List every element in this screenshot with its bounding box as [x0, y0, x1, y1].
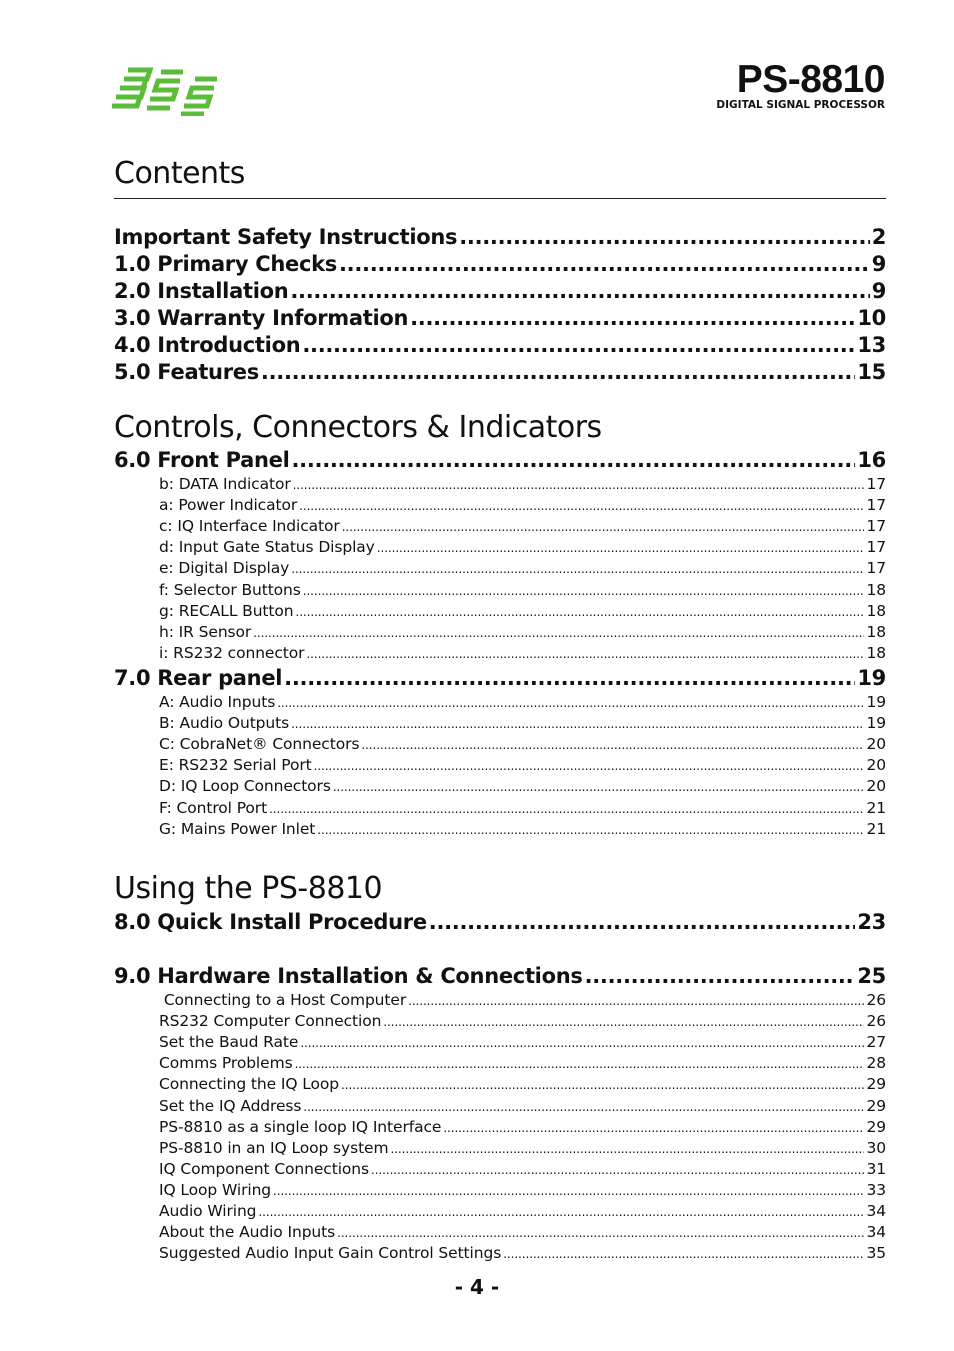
dot-leader	[291, 560, 864, 578]
toc-subentry[interactable]	[159, 559, 886, 578]
toc-entry-safety[interactable]	[114, 225, 886, 249]
toc-subentry-page: 29	[866, 1117, 886, 1136]
toc-subentry[interactable]	[159, 1223, 886, 1242]
dot-leader	[371, 1161, 864, 1179]
toc-subentry-title: D: IQ Loop Connectors	[159, 777, 331, 796]
toc-entry-page: 23	[857, 910, 886, 934]
toc-subentry-page: 18	[866, 643, 886, 662]
toc-subentry-title: A: Audio Inputs	[159, 693, 276, 711]
toc-subentry[interactable]	[159, 1012, 886, 1031]
dot-leader	[333, 778, 865, 796]
toc-subentry-title: e: Digital Display	[159, 559, 290, 578]
toc-subentry[interactable]	[159, 517, 886, 536]
toc-subentry[interactable]	[159, 1202, 886, 1221]
dot-leader	[253, 624, 864, 642]
toc-subentry-page: 26	[866, 1012, 886, 1031]
toc-subentry-page: 19	[866, 714, 886, 733]
dot-leader	[284, 666, 855, 690]
dot-leader	[383, 1013, 864, 1031]
toc-entry-title: 6.0 Front Panel	[114, 448, 290, 472]
model-name: PS-8810	[736, 58, 885, 101]
toc-subentry-page: 17	[866, 517, 886, 536]
dot-leader	[459, 225, 869, 249]
dot-leader	[342, 518, 865, 536]
dot-leader	[314, 757, 865, 775]
toc-subentry-page: 17	[866, 496, 886, 515]
toc-subentry-title: Set the Baud Rate	[159, 1033, 299, 1052]
toc-subentry-page: 21	[866, 819, 886, 838]
toc-subentry[interactable]	[159, 756, 886, 775]
toc-subentry-title: Set the IQ Address	[159, 1096, 302, 1115]
toc-entry-installation[interactable]	[114, 279, 886, 303]
toc-subentry[interactable]	[159, 1181, 886, 1200]
dot-leader	[277, 694, 864, 712]
toc-subentry-title: PS-8810 as a single loop IQ Interface	[159, 1117, 442, 1136]
toc-subentry[interactable]	[159, 496, 886, 515]
dot-leader	[339, 252, 870, 276]
toc-entry-title: 4.0 Introduction	[114, 333, 301, 357]
toc-subentry-title: G: Mains Power Inlet	[159, 819, 316, 838]
toc-subentry-title: h: IR Sensor	[159, 622, 252, 641]
toc-subentry-page: 29	[866, 1075, 886, 1094]
toc-entry-page: 19	[857, 666, 886, 690]
toc-entry-rear-panel[interactable]	[114, 666, 886, 690]
toc-subentry-page: 31	[866, 1159, 886, 1178]
toc-subentry[interactable]	[159, 693, 886, 712]
toc-subentry[interactable]	[159, 1139, 886, 1158]
toc-subentry-page: 29	[866, 1096, 886, 1115]
dot-leader	[302, 333, 855, 357]
toc-subentry-title: PS-8810 in an IQ Loop system	[159, 1138, 389, 1157]
toc-entry-hardware[interactable]	[114, 964, 886, 988]
toc-subentry-title: Comms Problems	[159, 1054, 293, 1073]
toc-entry-page: 16	[857, 448, 886, 472]
toc-entry-title: 3.0 Warranty Information	[114, 306, 409, 330]
toc-entry-title: 1.0 Primary Checks	[114, 252, 337, 276]
bss-logo	[110, 66, 220, 116]
contents-heading: Contents	[114, 156, 245, 191]
toc-subentry-page: 17	[866, 559, 886, 578]
toc-entry-page: 10	[857, 306, 886, 330]
dot-leader	[292, 448, 856, 472]
dot-leader	[443, 1119, 864, 1137]
dot-leader	[408, 992, 864, 1010]
dot-leader	[429, 910, 856, 934]
product-header	[716, 60, 885, 111]
dot-leader	[261, 360, 855, 384]
dot-leader	[291, 715, 864, 733]
dot-leader	[299, 497, 864, 515]
toc-entry-page: 9	[871, 252, 886, 276]
toc-entry-page: 13	[857, 333, 886, 357]
toc-entry-quick-install[interactable]	[114, 910, 886, 934]
toc-subentry-title: b: DATA Indicator	[159, 475, 291, 493]
toc-subentry-title: c: IQ Interface Indicator	[159, 517, 340, 536]
dot-leader	[341, 1076, 864, 1094]
toc-entry-page: 2	[871, 225, 886, 249]
toc-subentry-page: 27	[866, 1033, 886, 1052]
toc-subentry-title: Connecting the IQ Loop	[159, 1075, 340, 1094]
model-subtitle: DIGITAL SIGNAL PROCESSOR	[716, 99, 885, 111]
toc-subentry-page: 18	[866, 622, 886, 641]
dot-leader	[503, 1245, 864, 1263]
toc-subentry-page: 17	[866, 538, 886, 557]
toc-subentry-title: RS232 Computer Connection	[159, 1012, 382, 1031]
toc-subentry[interactable]	[159, 991, 886, 1010]
toc-subentry[interactable]	[159, 1054, 886, 1073]
toc-subentry[interactable]	[159, 714, 886, 733]
toc-subentry-page: 18	[866, 580, 886, 599]
dot-leader	[317, 821, 864, 839]
toc-subentry[interactable]	[159, 602, 886, 621]
dot-leader	[303, 1098, 864, 1116]
toc-subentry[interactable]	[159, 777, 886, 796]
toc-subentry[interactable]	[159, 1160, 886, 1179]
toc-subentry[interactable]	[159, 1244, 886, 1263]
toc-entry-title: 2.0 Installation	[114, 279, 289, 303]
toc-subentry-title: i: RS232 connector	[159, 643, 305, 662]
dot-leader	[293, 476, 865, 494]
toc-subentry-title: About the Audio Inputs	[159, 1223, 336, 1242]
toc-subentry-title: a: Power Indicator	[159, 496, 298, 515]
page-number: - 4 -	[454, 1275, 500, 1299]
toc-subentry[interactable]	[159, 581, 886, 600]
toc-subentry-title: f: Selector Buttons	[159, 580, 301, 599]
dot-leader	[258, 1203, 864, 1221]
dot-leader	[361, 736, 864, 754]
toc-entry-introduction[interactable]	[114, 333, 886, 357]
toc-subentry-page: 28	[866, 1054, 886, 1073]
toc-subentry-page: 35	[866, 1244, 886, 1263]
using-heading: Using the PS-8810	[114, 871, 383, 906]
toc-subentry[interactable]	[159, 1097, 886, 1116]
toc-subentry-title: Audio Wiring	[159, 1202, 257, 1220]
toc-subentry[interactable]	[159, 735, 886, 754]
toc-subentry-title: B: Audio Outputs	[159, 714, 290, 733]
toc-subentry-page: 20	[866, 756, 886, 775]
toc-subentry-page: 34	[866, 1202, 886, 1220]
heading-rule	[114, 198, 886, 199]
toc-subentry-title: E: RS232 Serial Port	[159, 756, 312, 775]
toc-subentry[interactable]	[159, 1075, 886, 1094]
toc-entry-title: Important Safety Instructions	[114, 225, 458, 249]
toc-subentry[interactable]	[159, 799, 886, 818]
toc-entry-title: 9.0 Hardware Installation & Connections	[114, 964, 583, 988]
toc-subentry-page: 20	[866, 777, 886, 796]
toc-subentry[interactable]	[159, 1118, 886, 1137]
dot-leader	[337, 1224, 864, 1242]
toc-subentry-page: 30	[866, 1138, 886, 1157]
toc-subentry[interactable]	[159, 538, 886, 557]
toc-subentry-page: 34	[866, 1223, 886, 1242]
toc-subentry-page: 17	[866, 475, 886, 493]
toc-entry-title: 5.0 Features	[114, 360, 259, 384]
dot-leader	[391, 1140, 865, 1158]
toc-entry-title: 8.0 Quick Install Procedure	[114, 910, 427, 934]
dot-leader	[585, 964, 856, 988]
toc-subentry-title: IQ Component Connections	[159, 1159, 369, 1178]
toc-subentry-page: 26	[866, 991, 886, 1009]
toc-subentry-title: IQ Loop Wiring	[159, 1180, 272, 1199]
dot-leader	[269, 800, 864, 818]
toc-subentry-title: g: RECALL Button	[159, 601, 294, 620]
dot-leader	[295, 1055, 865, 1073]
dot-leader	[410, 306, 855, 330]
toc-entry-front-panel[interactable]	[114, 448, 886, 472]
toc-subentry[interactable]	[159, 644, 886, 663]
toc-subentry-page: 21	[866, 798, 886, 817]
toc-subentry-page: 33	[866, 1180, 886, 1199]
dot-leader	[296, 603, 865, 621]
toc-subentry-title: Suggested Audio Input Gain Control Settings	[159, 1244, 502, 1263]
toc-subentry-page: 18	[866, 601, 886, 620]
dot-leader	[303, 582, 865, 600]
toc-entry-page: 15	[857, 360, 886, 384]
toc-subentry-title: Connecting to a Host Computer	[159, 991, 407, 1009]
toc-subentry[interactable]	[159, 475, 886, 494]
toc-subentry-title: C: CobraNet® Connectors	[159, 735, 360, 754]
toc-subentry-title: F: Control Port	[159, 798, 268, 817]
dot-leader	[300, 1034, 864, 1052]
toc-subentry[interactable]	[159, 820, 886, 839]
dot-leader	[290, 279, 869, 303]
toc-subentry-page: 19	[866, 693, 886, 711]
toc-subentry-page: 20	[866, 735, 886, 754]
dot-leader	[273, 1182, 864, 1200]
toc-entry-features[interactable]	[114, 360, 886, 384]
toc-subentry[interactable]	[159, 1033, 886, 1052]
toc-entry-page: 25	[857, 964, 886, 988]
toc-entry-page: 9	[871, 279, 886, 303]
dot-leader	[377, 539, 865, 557]
toc-entry-title: 7.0 Rear panel	[114, 666, 283, 690]
toc-subentry-title: d: Input Gate Status Display	[159, 538, 375, 557]
toc-entry-warranty[interactable]	[114, 306, 886, 330]
toc-subentry[interactable]	[159, 623, 886, 642]
dot-leader	[306, 645, 864, 663]
controls-heading: Controls, Connectors & Indicators	[114, 410, 602, 445]
toc-entry-primary-checks[interactable]	[114, 252, 886, 276]
